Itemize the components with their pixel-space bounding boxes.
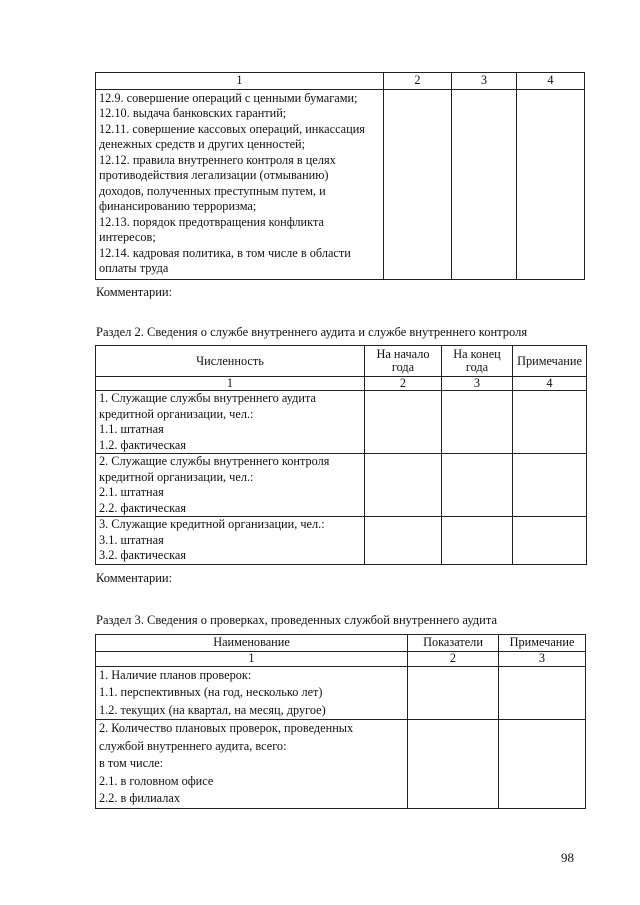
comments-label: Комментарии: [96,285,173,299]
column-number: 3 [452,73,517,90]
table-row-label: 1. Наличие планов проверок: 1.1. перспективных (на год, несколько лет) 1.2. текущих (на квартал, на месяц, другое) [96,666,408,720]
list-item-line: доходов, полученных преступным путем, и [99,183,326,198]
list-item-line: интересов; [99,230,156,244]
list-item-line: финансированию терроризма; [99,199,257,213]
page-number: 98 [561,850,574,865]
empty-cell [408,666,499,720]
empty-cell [408,720,499,809]
column-number: 4 [513,377,587,391]
list-item-line: оплаты труда [99,261,169,275]
empty-cell [499,720,586,809]
header-headcount: Численность [96,346,365,377]
list-item-line: 12.13. порядок предотвращения конфликта [99,214,324,229]
header-note: Примечание [513,346,587,377]
header-end-of-year: На конец года [442,346,513,377]
table-row-label: 3. Служащие кредитной организации, чел.: 3.1. штатная 3.2. фактическая [96,517,365,565]
item-list-cell [96,89,384,279]
column-number: 3 [442,377,513,391]
comments-label: Комментарии: [96,571,173,585]
section-3-table [95,634,586,809]
header-start-of-year: На начало года [365,346,442,377]
section-2-title: Раздел 2. Сведения о службе внутреннего аудита и службе внутреннего контроля [96,325,528,339]
list-item-line: противодействия легализации (отмыванию) [99,168,329,182]
empty-cell [499,666,586,720]
header-note: Примечание [499,635,586,652]
empty-cell [452,89,517,279]
list-item-line: 12.10. выдача банковских гарантий; [99,106,287,120]
section-3-title: Раздел 3. Сведения о проверках, проведенных службой внутреннего аудита [96,613,498,627]
empty-cell [442,454,513,517]
list-item-line: денежных средств и других ценностей; [99,137,306,151]
list-item-line: 12.14. кадровая политика, в том числе в области [99,245,351,260]
column-number: 1 [96,651,408,666]
column-number: 3 [499,651,586,666]
empty-cell [517,89,585,279]
table-row-label: 2. Служащие службы внутреннего контроля кредитной организации, чел.: 2.1. штатная 2.2. фактическая [96,454,365,517]
empty-cell [442,391,513,454]
list-item-line: 12.9. совершение операций с ценными бумагами; [99,90,358,105]
empty-cell [442,517,513,565]
column-number: 4 [517,73,585,90]
continuation-table [95,72,585,280]
list-item-line: 12.11. совершение кассовых операций, инкассация [99,121,365,136]
empty-cell [365,391,442,454]
table-row-label: 2. Количество плановых проверок, проведенных службой внутреннего аудита, всего: в том числе: 2.1. в головном офисе 2.2. в филиалах [96,720,408,809]
header-name: Наименование [96,635,408,652]
column-number: 1 [96,377,365,391]
list-item-line: 12.12. правила внутреннего контроля в целях [99,152,336,167]
empty-cell [513,391,587,454]
empty-cell [365,517,442,565]
empty-cell [513,517,587,565]
table-row-label: 1. Служащие службы внутреннего аудита кредитной организации, чел.: 1.1. штатная 1.2. фактическая [96,391,365,454]
column-number: 2 [365,377,442,391]
column-number: 2 [384,73,452,90]
column-number: 1 [96,73,384,90]
empty-cell [384,89,452,279]
empty-cell [513,454,587,517]
column-number: 2 [408,651,499,666]
section-2-table [95,345,587,565]
empty-cell [365,454,442,517]
header-indicators: Показатели [408,635,499,652]
